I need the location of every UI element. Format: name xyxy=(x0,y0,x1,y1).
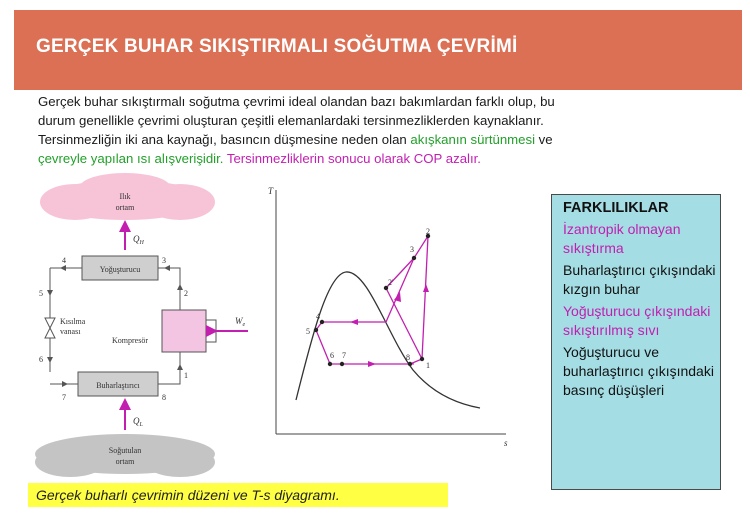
state-8: 8 xyxy=(162,393,166,402)
figure-caption: Gerçek buharlı çevrimin düzeni ve T-s diyagramı. xyxy=(28,483,448,507)
differences-box xyxy=(551,194,721,490)
intro-line-3 xyxy=(38,130,738,149)
point-6: 6 xyxy=(330,351,334,360)
point-2prime: 2' xyxy=(388,278,394,287)
cycle-schematic xyxy=(30,172,255,477)
ts-diagram xyxy=(258,172,520,452)
evaporator-label: Buharlaştırıcı xyxy=(96,381,140,390)
intro-line-3-start: Tersinmezliğin iki ana kaynağı, basıncın düşmesine neden olan xyxy=(38,132,411,147)
state-6: 6 xyxy=(39,355,43,364)
flow-arrow-3 xyxy=(164,265,170,271)
difference-item: Yoğuşturucu ve buharlaştırıcı çıkışındaki basınç düşüşleri xyxy=(563,344,714,398)
state-3: 3 xyxy=(162,256,166,265)
intro-line-2: durum genellikle çevrimi oluşturan çeşitli elemanlardaki tersinmezliklerden kaynaklanır. xyxy=(38,113,544,128)
difference-item: Yoğuşturucu çıkışındaki sıkıştırılmış sıvı xyxy=(563,303,711,338)
point-7: 7 xyxy=(342,351,346,360)
cycle-path xyxy=(316,236,428,364)
y-axis-label: T xyxy=(268,186,274,196)
cold-env-label-2: ortam xyxy=(115,457,135,466)
state-7: 7 xyxy=(62,393,66,402)
state-5: 5 xyxy=(39,289,43,298)
condenser-label: Yoğuşturucu xyxy=(99,265,141,274)
path-arrow-condense xyxy=(350,319,358,325)
differences-title: FARKLILIKLAR xyxy=(563,200,669,216)
state-2: 2 xyxy=(184,289,188,298)
path-arrow-1-2 xyxy=(423,284,429,292)
flow-arrow-6 xyxy=(47,357,53,363)
difference-item: İzantropik olmayan sıkıştırma xyxy=(563,221,681,256)
point-4: 4 xyxy=(316,312,320,321)
intro-line-1: Gerçek buhar sıkıştırmalı soğutma çevrimi ideal olandan bazı bakımlardan farklı olup, bu xyxy=(38,94,555,109)
state-4: 4 xyxy=(62,256,66,265)
flow-arrow-8 xyxy=(177,364,183,370)
intro-line-4 xyxy=(38,149,738,168)
point-2: 2 xyxy=(426,227,430,236)
heat-transfer-highlight: çevreyle yapılan ısı alışverişidir. xyxy=(38,151,224,166)
work-label: $W_e$ xyxy=(235,316,246,328)
flow-arrow-2 xyxy=(177,284,183,290)
x-axis-label: s xyxy=(504,438,508,448)
cop-conclusion: Tersinmezliklerin sonucu olarak COP azalır. xyxy=(223,151,481,166)
compressor-box xyxy=(162,310,206,352)
flow-arrow-4 xyxy=(60,265,66,271)
qh-label: $Q_H$ xyxy=(133,234,144,246)
pipe-2-3 xyxy=(158,268,180,310)
isentropic-path xyxy=(386,288,422,359)
difference-item: Buharlaştırıcı çıkışındaki kızgın buhar xyxy=(563,262,716,297)
valve-label-1: Kısılma xyxy=(60,317,86,326)
compressor-label: Kompresör xyxy=(112,336,148,345)
ql-label: $Q_L$ xyxy=(133,416,143,428)
state-1: 1 xyxy=(184,371,188,380)
cold-env-label-1: Soğutulan xyxy=(108,446,142,455)
compressor-shaft-housing xyxy=(206,320,216,342)
point-8: 8 xyxy=(406,353,410,362)
warm-environment-cloud xyxy=(40,173,215,220)
cold-environment-cloud xyxy=(35,434,215,477)
pipe-8-1 xyxy=(158,352,180,384)
path-arrow-evaporate xyxy=(368,361,376,367)
valve-label-2: vanası xyxy=(60,327,81,336)
fluid-friction-highlight: akışkanın sürtünmesi xyxy=(410,132,536,147)
page-title: GERÇEK BUHAR SIKIŞTIRMALI SOĞUTMA ÇEVRİMİ xyxy=(36,36,518,57)
expansion-valve-icon xyxy=(45,318,55,338)
warm-env-label-1: Ilık xyxy=(119,192,131,201)
point-1: 1 xyxy=(426,361,430,370)
flow-arrow-5 xyxy=(47,290,53,296)
intro-line-3-end: ve xyxy=(535,132,553,147)
point-3: 3 xyxy=(410,245,414,254)
intro-paragraph xyxy=(38,92,738,168)
point-5: 5 xyxy=(306,327,310,336)
flow-arrow-7 xyxy=(62,381,68,387)
warm-env-label-2: ortam xyxy=(115,203,135,212)
